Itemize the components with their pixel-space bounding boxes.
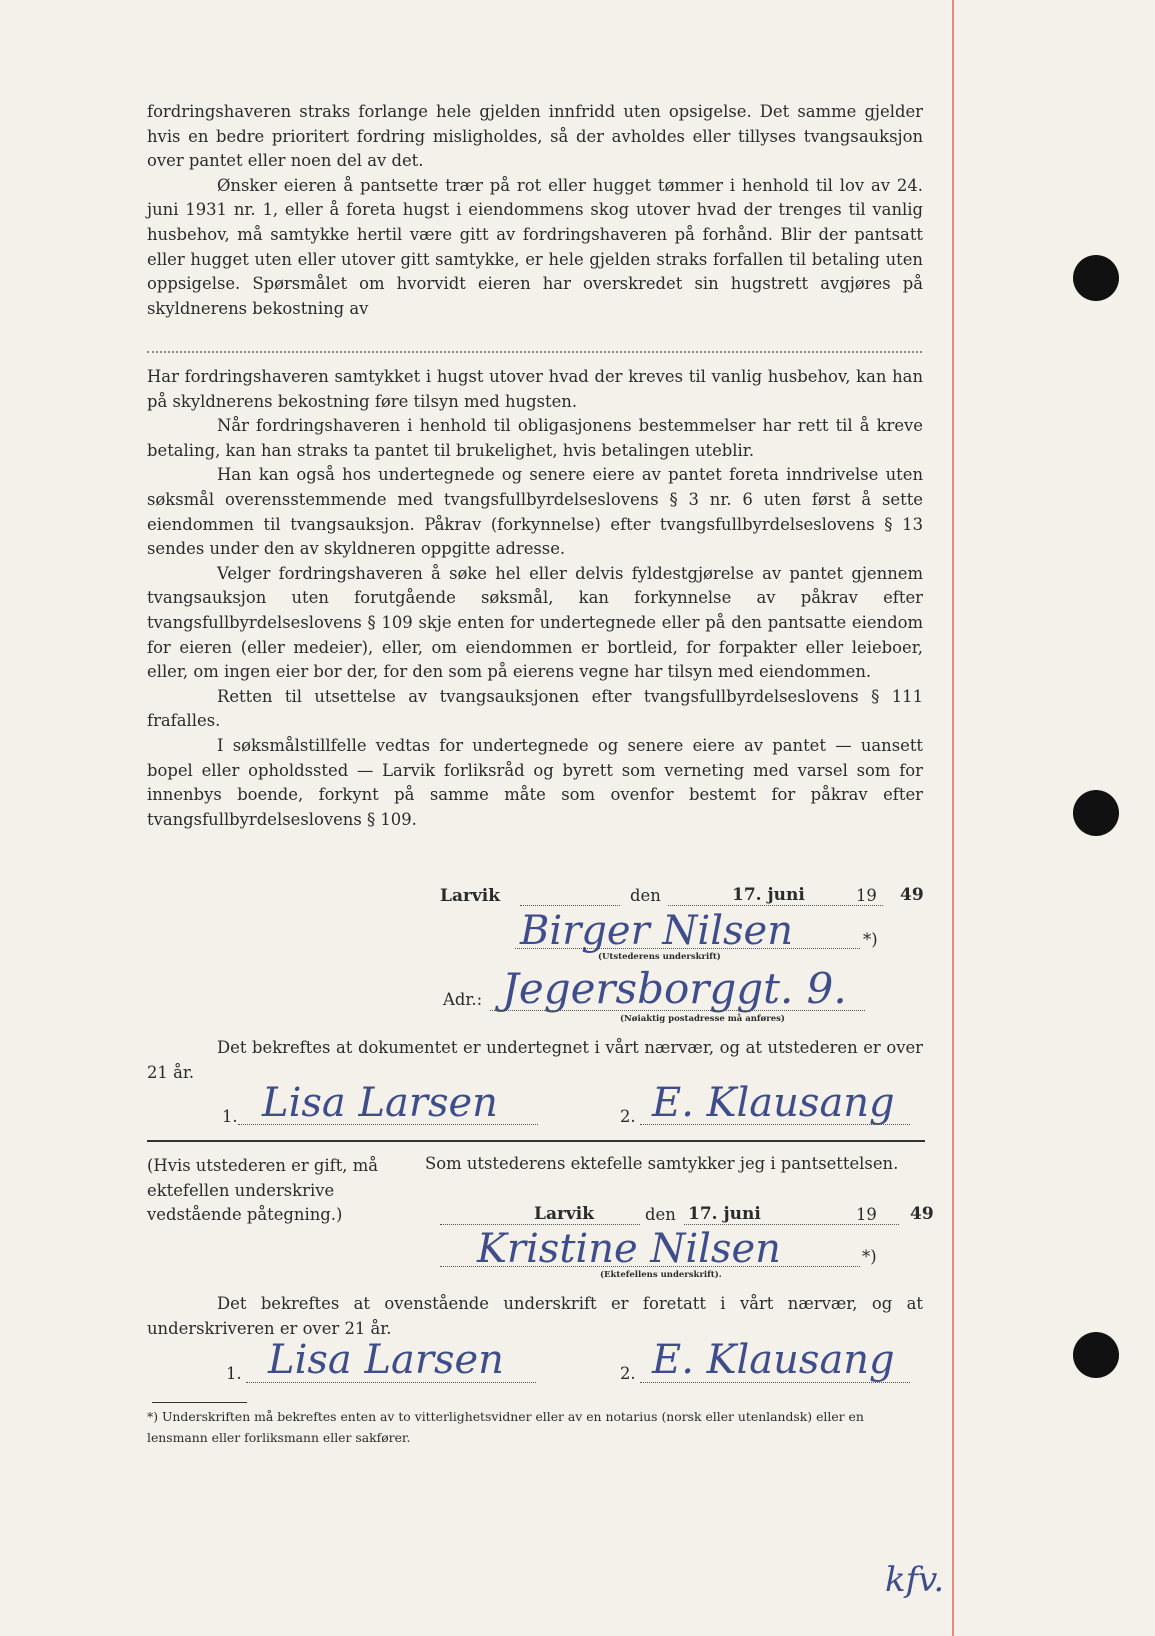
paragraph: Når fordringshaveren i henhold til obligasjonens bestemmelser har rett til å kreve betaling, kan han straks ta pantet til brukelighet, hvis betalingen uteblir.	[147, 416, 923, 460]
fill-line	[640, 1382, 910, 1383]
issuer-signature: Birger Nilsen	[520, 908, 793, 954]
footnote	[147, 1406, 927, 1448]
spouse-signature: Kristine Nilsen	[477, 1226, 781, 1272]
paragraph: Velger fordringshaveren å søke hel eller delvis fyldestgjørelse av pantet gjennem tvangsauksjon uten forutgående søksmål, kan forkynnelse av påkrav efter tvangsfullbyrdelseslovens § 109 skje enten for undertegnede eller på den pantsatte eiendom for eieren (eller medeier), eller, om eiendommen er bortleid, for forpakter eller leieboer, eller, om ingen eier bor der, for den som på eierens vegne har tilsyn med eiendommen.	[147, 563, 923, 682]
fill-line	[515, 948, 860, 949]
spouse-place: Larvik	[534, 1204, 595, 1224]
address-value: Jegersborggt. 9.	[502, 964, 847, 1013]
fill-line	[684, 1224, 899, 1225]
fill-line	[490, 1010, 865, 1011]
witness-text-1	[147, 1036, 923, 1085]
spouse-den-label: den	[645, 1205, 676, 1224]
margin-initials: kfv.	[885, 1560, 945, 1600]
punch-hole	[1073, 255, 1119, 301]
witness-paragraph: Det bekreftes at ovenstående underskrift er foretatt i vårt nærvær, og at underskriveren er over 21 år.	[147, 1294, 923, 1338]
den-label: den	[630, 886, 661, 905]
paragraph: I søksmålstillfelle vedtas for undertegnede og senere eiere av pantet — uansett bopel eller opholdssted — Larvik forliksråd og byrett som verneting med varsel som for innenbys boende, forkynt på samme måte som ovenfor bestemt for påkrav efter tvangsfullbyrdelseslovens § 109.	[147, 735, 923, 829]
fill-line	[668, 905, 883, 906]
fill-line	[520, 905, 620, 906]
spouse-note	[147, 1154, 397, 1228]
year-prefix: 19	[856, 886, 877, 905]
footnote-text: *) Underskriften må bekreftes enten av to vitterlighetsvidner eller av en notarius (norsk eller utenlandsk) eller en lensmann eller forliksmann eller sakfører.	[147, 1409, 864, 1445]
witness-number-1: 1.	[222, 1107, 238, 1126]
paragraph: Retten til utsettelse av tvangsauksjonen efter tvangsfullbyrdelseslovens § 111 frafalles.	[147, 686, 923, 731]
footnote-mark: *)	[862, 1247, 877, 1266]
place-date-row	[440, 886, 500, 906]
witness-signature-2: E. Klausang	[652, 1337, 895, 1383]
spouse-year-suffix: 49	[910, 1204, 934, 1224]
address-label: Adr.:	[443, 990, 483, 1009]
section-rule	[147, 1140, 925, 1142]
paragraph: Ønsker eieren å pantsette trær på rot eller hugget tømmer i henhold til lov av 24. juni 1931 nr. 1, eller å foreta hugst i eiendommens skog utover hvad der trenges til vanlig husbehov, må samtykke hertil være gitt av fordringshaveren på forhånd. Blir der pantsatt eller hugget uten eller utover gitt samtykke, er hele gjelden straks forfallen til betaling uten oppsigelse. Spørsmålet om hvorvidt eieren har overskredet sin hugstrett avgjøres på skyldnerens bekostning av	[147, 175, 923, 318]
dotted-separator	[147, 351, 922, 353]
spouse-caption: (Ektefellens underskrift).	[600, 1270, 722, 1280]
witness-number-2: 2.	[620, 1107, 636, 1126]
fill-line	[246, 1382, 536, 1383]
paragraph: fordringshaveren straks forlange hele gjelden innfridd uten opsigelse. Det samme gjelder hvis en bedre prioritert fordring misligholdes, så der avholdes eller tillyses tvangsauksjon over pantet eller noen del av det.	[147, 102, 923, 171]
issuer-caption: (Utstederens underskrift)	[598, 952, 721, 962]
paragraph: Han kan også hos undertegnede og senere eiere av pantet foreta inndrivelse uten søksmål overensstemmende med tvangsfullbyrdelseslovens § 3 nr. 6 uten først å sette eiendommen til tvangsauksjon. Påkrav (forkynnelse) efter tvangsfullbyrdelseslovens § 13 sendes under den av skyldneren oppgitte adresse.	[147, 465, 923, 559]
punch-hole	[1073, 790, 1119, 836]
paragraph: Har fordringshaveren samtykket i hugst utover hvad der kreves til vanlig husbehov, kan han på skyldnerens bekostning føre tilsyn med hugsten.	[147, 367, 923, 411]
spouse-consent: Som utstederens ektefelle samtykker jeg i pantsettelsen.	[425, 1154, 899, 1173]
witness-signature-1: Lisa Larsen	[268, 1337, 504, 1383]
spouse-date: 17. juni	[688, 1204, 761, 1224]
text-block-2	[147, 365, 923, 832]
witness-text-2	[147, 1292, 923, 1341]
spouse-year-prefix: 19	[856, 1205, 877, 1224]
fill-line	[440, 1266, 860, 1267]
spouse-note-text: (Hvis utstederen er gift, må ektefellen underskrive vedstående påtegning.)	[147, 1156, 379, 1225]
margin-line	[952, 0, 954, 1636]
witness-number-1: 1.	[226, 1364, 242, 1383]
text-block-1	[147, 100, 923, 321]
witness-signature-1: Lisa Larsen	[262, 1080, 498, 1126]
witness-signature-2: E. Klausang	[652, 1080, 895, 1126]
place: Larvik	[440, 886, 501, 906]
address-caption: (Nøiaktig postadresse må anføres)	[620, 1014, 785, 1024]
fill-line	[640, 1124, 910, 1125]
year-suffix: 49	[900, 885, 924, 905]
fill-line	[238, 1124, 538, 1125]
witness-paragraph: Det bekreftes at dokumentet er undertegnet i vårt nærvær, og at utstederen er over 21 år.	[147, 1038, 923, 1082]
punch-hole	[1073, 1332, 1119, 1378]
witness-number-2: 2.	[620, 1364, 636, 1383]
fill-line	[440, 1224, 640, 1225]
footnote-mark: *)	[863, 930, 878, 949]
date: 17. juni	[732, 885, 805, 905]
footnote-rule	[152, 1402, 247, 1403]
